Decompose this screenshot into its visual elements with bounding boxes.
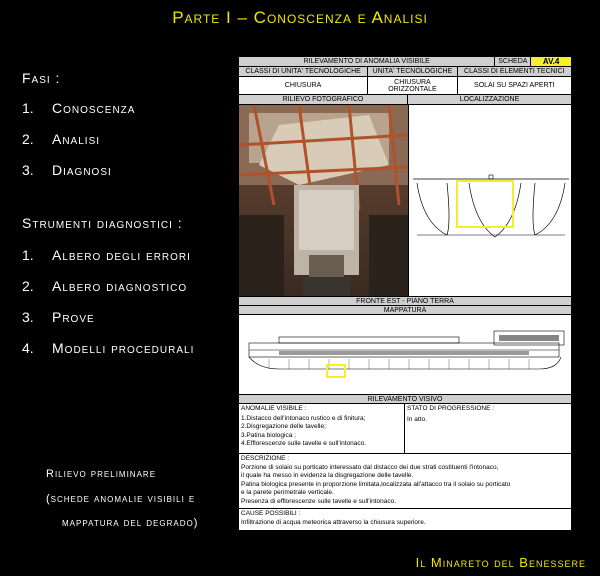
cause-head: CAUSE POSSIBILI :: [241, 510, 301, 517]
mapping-drawing: [239, 315, 573, 395]
strumenti-item-prove: Prove: [52, 309, 95, 325]
strumenti-num: 3.: [22, 309, 34, 325]
sheet-header: RILEVAMENTO DI ANOMALIA VISIBILE: [239, 57, 495, 67]
preliminare-line2: (schede anomalie visibili e: [46, 493, 196, 505]
anomalia-item: 1.Distacco dell'intonaco rustico e di finitura;: [241, 414, 366, 422]
footer-title: Il Minareto del Benessere: [415, 555, 586, 570]
strumenti-item-modelli: Modelli procedurali: [52, 340, 195, 356]
strumenti-heading: Strumenti diagnostici :: [22, 215, 183, 231]
preliminare-line3: mappatura del degrado): [62, 517, 199, 529]
rilevamento-visivo-head: RILEVAMENTO VISIVO: [239, 395, 571, 404]
localizzazione-head: LOCALIZZAZIONE: [408, 95, 571, 105]
col1-value: CHIUSURA: [239, 77, 368, 95]
stato-box: [405, 404, 573, 454]
descrizione-line: Porzione di solaio su porticato interessato dal distacco dei due strati costituenti l'intonaco,: [241, 463, 499, 471]
col3-value: SOLAI SU SPAZI APERTI: [458, 77, 571, 95]
descrizione-box: [239, 454, 573, 509]
descrizione-line: Presenza di efflorescenze sulle tavelle e sull'intonaco.: [241, 497, 397, 505]
page-title: Parte I – Conoscenza e Analisi: [172, 8, 428, 27]
descrizione-line: e la parete perimetrale verticale.: [241, 489, 334, 496]
strumenti-num: 2.: [22, 278, 34, 294]
col3-head: CLASSI DI ELEMENTI TECNICI: [458, 67, 571, 77]
stato-head: STATO DI PROGRESSIONE :: [407, 405, 495, 412]
preliminare-line1: Rilievo preliminare: [46, 468, 157, 480]
fasi-num: 2.: [22, 131, 34, 147]
strumenti-item-albero-errori: Albero degli errori: [52, 247, 191, 263]
anomalie-box: [239, 404, 405, 454]
fronte-head: FRONTE EST - PIANO TERRA: [239, 297, 571, 306]
fasi-heading: Fasi :: [22, 70, 61, 86]
fasi-num: 3.: [22, 162, 34, 178]
cause-value: Infiltrazione di acqua meteorica attraverso la chiusura superiore.: [241, 518, 426, 526]
strumenti-num: 1.: [22, 247, 34, 263]
damage-photo: [239, 105, 409, 297]
mappatura-head: MAPPATURA: [239, 306, 571, 315]
strumenti-num: 4.: [22, 340, 34, 356]
anomalia-item: 4.Efflorescenze sulle tavelle e sull'intonaco.: [241, 440, 367, 447]
col1-head: CLASSI DI UNITA' TECNOLOGICHE: [239, 67, 368, 77]
descrizione-head: DESCRIZIONE :: [241, 455, 290, 462]
descrizione-line: Patina biologica presente in proporzione limitata,localizzata all'attacco tra il solaio su porticato: [241, 480, 511, 488]
col2-value: CHIUSURA ORIZZONTALE: [368, 77, 458, 95]
fasi-item-analisi: Analisi: [52, 131, 101, 147]
fasi-num: 1.: [22, 100, 34, 116]
strumenti-item-albero-diagnostico: Albero diagnostico: [52, 278, 188, 294]
descrizione-line: il quale ha messo in evidenza la disgregazione delle tavelle.: [241, 472, 414, 479]
localization-drawing: [409, 105, 573, 297]
scheda-label: SCHEDA: [495, 57, 531, 67]
anomalia-item: 3.Patina biologica ;: [241, 431, 296, 439]
fasi-item-diagnosi: Diagnosi: [52, 162, 112, 178]
anomalie-head: ANOMALIE VISIBILE :: [241, 405, 307, 412]
stato-value: In atto.: [407, 415, 427, 423]
rilievo-head: RILIEVO FOTOGRAFICO: [239, 95, 408, 105]
cause-box: [239, 509, 573, 531]
fasi-item-conoscenza: Conoscenza: [52, 100, 136, 116]
anomalia-item: 2.Disgregazione delle tavelle;: [241, 423, 326, 430]
col2-head: UNITA' TECNOLOGICHE: [368, 67, 457, 77]
anomaly-sheet: [238, 56, 572, 531]
scheda-value: AV.4: [531, 57, 571, 67]
